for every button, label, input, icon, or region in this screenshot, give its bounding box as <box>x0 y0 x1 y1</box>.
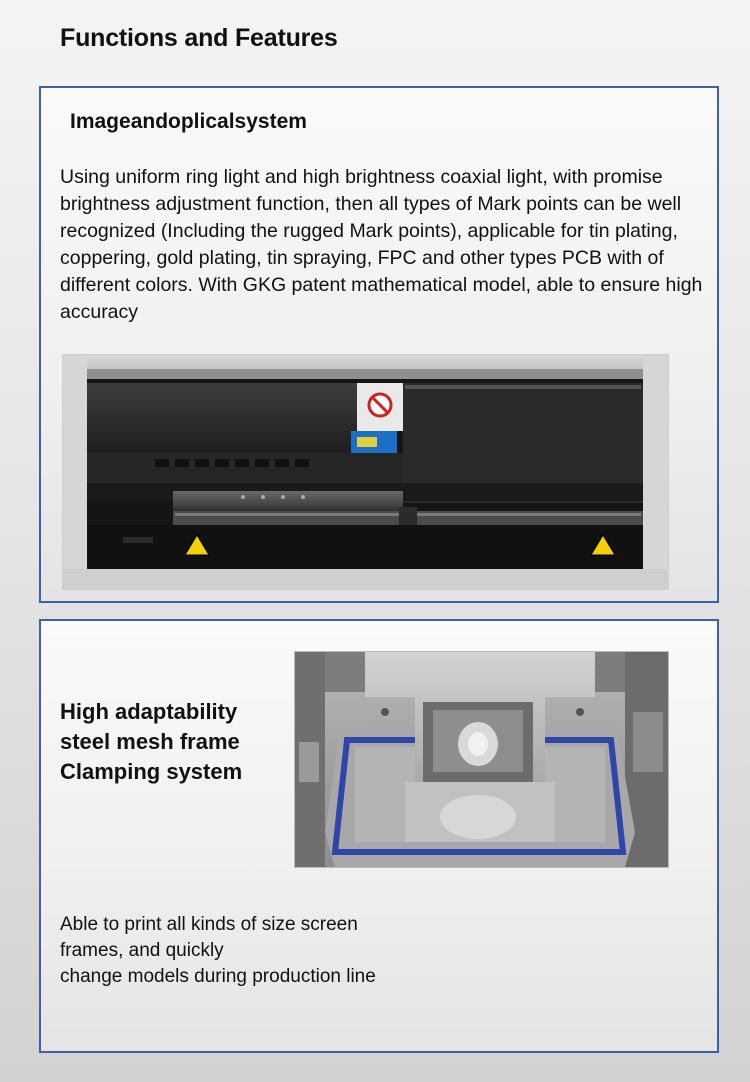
heading-line-1: High adaptability <box>60 699 238 724</box>
section-title: Imageandoplicalsystem <box>70 110 307 133</box>
page-title: Functions and Features <box>60 24 338 52</box>
steel-mesh-clamp-icon <box>295 652 668 867</box>
machine-photo <box>62 354 669 590</box>
steel-mesh-clamping-panel <box>39 619 719 1053</box>
heading-line-3: Clamping system <box>60 759 243 784</box>
section-heading <box>60 697 290 787</box>
section-description: Using uniform ring light and high brightness coaxial light, with promise brightness adjustment function, then all types of Mark points can be well recognized (Including the rugged Mark points), applicable for tin plating, coppering, gold plating, tin spraying, FPC and other types PCB with of different colors. With GKG patent mathematical model, able to ensure high accuracy <box>60 166 703 323</box>
machine-camera-module-icon <box>63 355 668 589</box>
heading-line-2: steel mesh frame <box>60 729 240 754</box>
clamping-system-photo <box>294 651 669 868</box>
body-line-2: frames, and quickly <box>60 940 224 961</box>
body-line-3: change models during production line <box>60 966 376 987</box>
body-line-1: Able to print all kinds of size screen <box>60 914 358 935</box>
section-description <box>60 912 480 990</box>
image-optical-system-panel <box>39 86 719 603</box>
